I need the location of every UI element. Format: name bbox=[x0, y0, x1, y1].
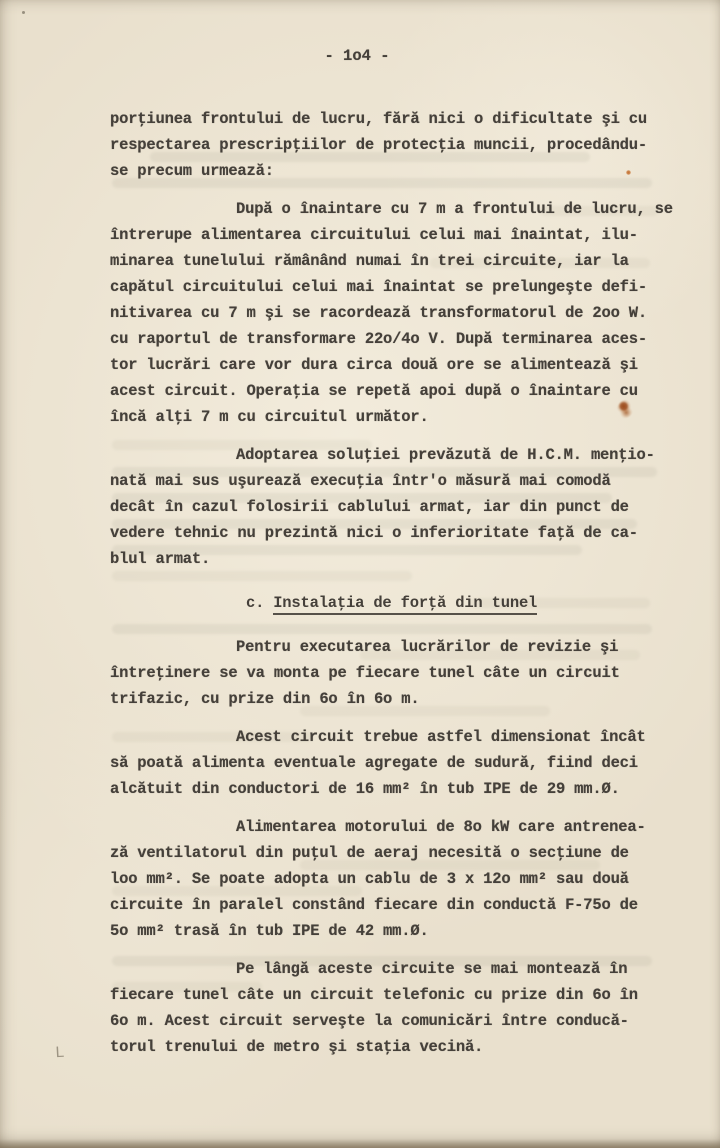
heading-underlined-text: Instalaţia de forţă din tunel bbox=[273, 594, 537, 615]
text-line: întreţinere se va monta pe fiecare tunel câte un circuit bbox=[110, 664, 620, 682]
text-line: circuite în paralel constând fiecare din conductă F-75o de bbox=[110, 896, 638, 914]
page-number: - 1o4 - bbox=[324, 47, 390, 65]
text-line: alcătuit din conductori de 16 mm² în tub IPE de 29 mm.Ø. bbox=[110, 780, 620, 798]
pencil-mark: L bbox=[54, 1043, 66, 1063]
scan-bottom-edge-shadow bbox=[0, 1139, 720, 1148]
text-line: După o înaintare cu 7 m a frontului de lucru, se bbox=[236, 200, 673, 218]
text-line: nitivarea cu 7 m şi se racordează transformatorul de 2oo W. bbox=[110, 304, 647, 322]
text-line: încă alţi 7 m cu circuitul următor. bbox=[110, 408, 429, 426]
text-line: Pentru executarea lucrărilor de revizie şi bbox=[236, 638, 619, 656]
text-line: se precum urmează: bbox=[110, 162, 274, 180]
text-line: cu raportul de transformare 22o/4o V. După terminarea aces- bbox=[110, 330, 647, 348]
paragraph bbox=[110, 724, 670, 802]
paragraph bbox=[110, 106, 670, 184]
section-heading bbox=[110, 590, 670, 616]
paragraph bbox=[110, 634, 670, 712]
paragraph bbox=[110, 442, 670, 572]
text-line: Acest circuit trebue astfel dimensionat încât bbox=[236, 728, 646, 746]
paragraph bbox=[110, 196, 673, 430]
text-line: 5o mm² trasă în tub IPE de 42 mm.Ø. bbox=[110, 922, 429, 940]
text-line: loo mm². Se poate adopta un cablu de 3 x 12o mm² sau două bbox=[110, 870, 629, 888]
text-line: torul trenului de metro şi staţia vecină. bbox=[110, 1038, 484, 1056]
text-line: porţiunea frontului de lucru, fără nici o dificultate şi cu bbox=[110, 110, 647, 128]
typed-text-body bbox=[110, 106, 673, 1060]
text-line: blul armat. bbox=[110, 550, 211, 568]
text-line: vedere tehnic nu prezintă nici o inferioritate faţă de ca- bbox=[110, 524, 638, 542]
rust-speck bbox=[626, 170, 631, 175]
text-line: capătul circuitului celui mai înaintat se prelungeşte defi- bbox=[110, 278, 647, 296]
text-line: tor lucrări care vor dura circa două ore se alimentează şi bbox=[110, 356, 638, 374]
text-line: 6o m. Acest circuit serveşte la comunicări între conducă- bbox=[110, 1012, 629, 1030]
rust-stain bbox=[617, 400, 633, 418]
text-line: Pe lângă aceste circuite se mai montează în bbox=[236, 960, 628, 978]
text-line: fiecare tunel câte un circuit telefonic cu prize din 6o în bbox=[110, 986, 638, 1004]
text-line: nată mai sus uşurează execuţia într'o măsură mai comodă bbox=[110, 472, 611, 490]
text-line: Alimentarea motorului de 8o kW care antrenea- bbox=[236, 818, 646, 836]
text-line: să poată alimenta eventuale agregate de sudură, fiind deci bbox=[110, 754, 638, 772]
text-line: întrerupe alimentarea circuitului celui mai înaintat, ilu- bbox=[110, 226, 638, 244]
text-line: ză ventilatorul din puţul de aeraj necesită o secţiune de bbox=[110, 844, 629, 862]
paragraph bbox=[110, 814, 670, 944]
heading-prefix: c. bbox=[246, 594, 265, 612]
text-line: acest circuit. Operaţia se repetă apoi după o înaintare cu bbox=[110, 382, 638, 400]
dust-speck bbox=[22, 11, 25, 14]
text-line: decât în cazul folosirii cablului armat, iar din punct de bbox=[110, 498, 629, 516]
text-line: respectarea prescripţiilor de protecţia muncii, procedându- bbox=[110, 136, 647, 154]
paragraph bbox=[110, 956, 670, 1060]
text-line: trifazic, cu prize din 6o în 6o m. bbox=[110, 690, 420, 708]
text-line: minarea tunelului rămânând numai în trei circuite, iar la bbox=[110, 252, 629, 270]
text-line: Adoptarea soluţiei prevăzută de H.C.M. menţio- bbox=[236, 446, 655, 464]
